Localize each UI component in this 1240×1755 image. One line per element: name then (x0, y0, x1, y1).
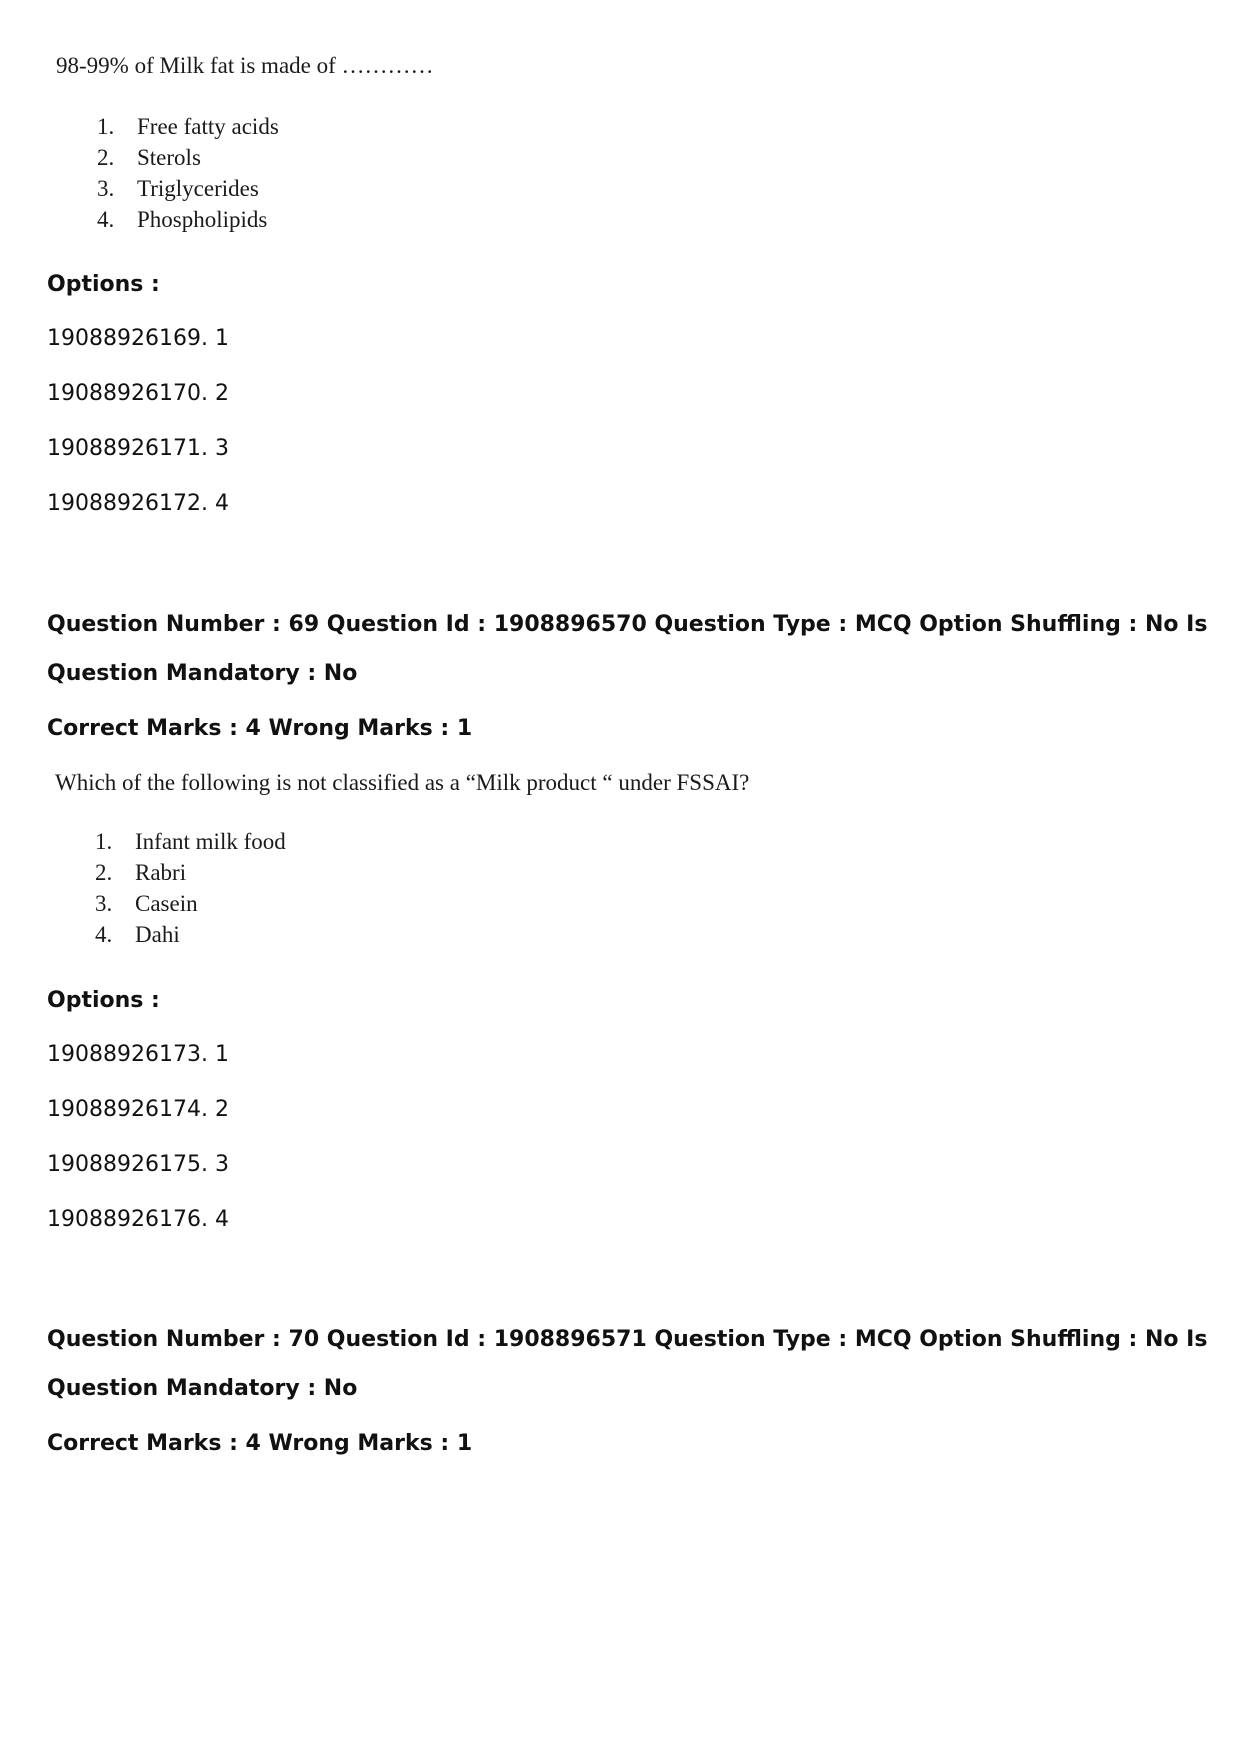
q68-option-1: 19088926169. 1 (47, 326, 229, 351)
choice-text: Rabri (135, 860, 187, 885)
q69-choice-1 (95, 829, 286, 860)
q69-choice-list (95, 829, 286, 953)
q68-choice-list (97, 114, 279, 238)
q70-header-line2: Question Mandatory : No (47, 1376, 358, 1401)
q69-choice-3 (95, 891, 286, 922)
q69-header-line2: Question Mandatory : No (47, 661, 358, 686)
choice-text: Dahi (135, 922, 180, 947)
choice-number: 4. (97, 207, 115, 232)
q68-choice-4 (97, 207, 279, 238)
q68-stem: 98-99% of Milk fat is made of ………… (56, 53, 434, 78)
q68-choice-2 (97, 145, 279, 176)
choice-text: Sterols (137, 145, 201, 170)
q70-header-line1: Question Number : 70 Question Id : 1908896571 Question Type : MCQ Option Shuffling : No Is (47, 1327, 1208, 1352)
q68-choice-1 (97, 114, 279, 145)
q68-option-4: 19088926172. 4 (47, 491, 229, 516)
q69-choice-4 (95, 922, 286, 953)
q69-options-label: Options : (47, 988, 160, 1013)
q69-marks: Correct Marks : 4 Wrong Marks : 1 (47, 716, 473, 741)
q68-option-2: 19088926170. 2 (47, 381, 229, 406)
q68-choice-3 (97, 176, 279, 207)
choice-number: 1. (97, 114, 115, 139)
choice-number: 3. (97, 176, 115, 201)
choice-text: Casein (135, 891, 198, 916)
choice-number: 1. (95, 829, 113, 854)
choice-text: Triglycerides (137, 176, 259, 201)
q69-choice-2 (95, 860, 286, 891)
q69-option-2: 19088926174. 2 (47, 1097, 229, 1122)
q69-stem: Which of the following is not classified as a “Milk product “ under FSSAI? (55, 770, 750, 795)
q68-options-label: Options : (47, 272, 160, 297)
q69-option-4: 19088926176. 4 (47, 1207, 229, 1232)
choice-text: Phospholipids (137, 207, 268, 232)
q68-option-3: 19088926171. 3 (47, 436, 229, 461)
q69-option-3: 19088926175. 3 (47, 1152, 229, 1177)
q69-header-line1: Question Number : 69 Question Id : 1908896570 Question Type : MCQ Option Shuffling : No Is (47, 612, 1208, 637)
choice-number: 2. (95, 860, 113, 885)
choice-text: Free fatty acids (137, 114, 279, 139)
q69-option-1: 19088926173. 1 (47, 1042, 229, 1067)
q70-marks: Correct Marks : 4 Wrong Marks : 1 (47, 1431, 473, 1456)
choice-number: 2. (97, 145, 115, 170)
choice-text: Infant milk food (135, 829, 286, 854)
choice-number: 4. (95, 922, 113, 947)
choice-number: 3. (95, 891, 113, 916)
